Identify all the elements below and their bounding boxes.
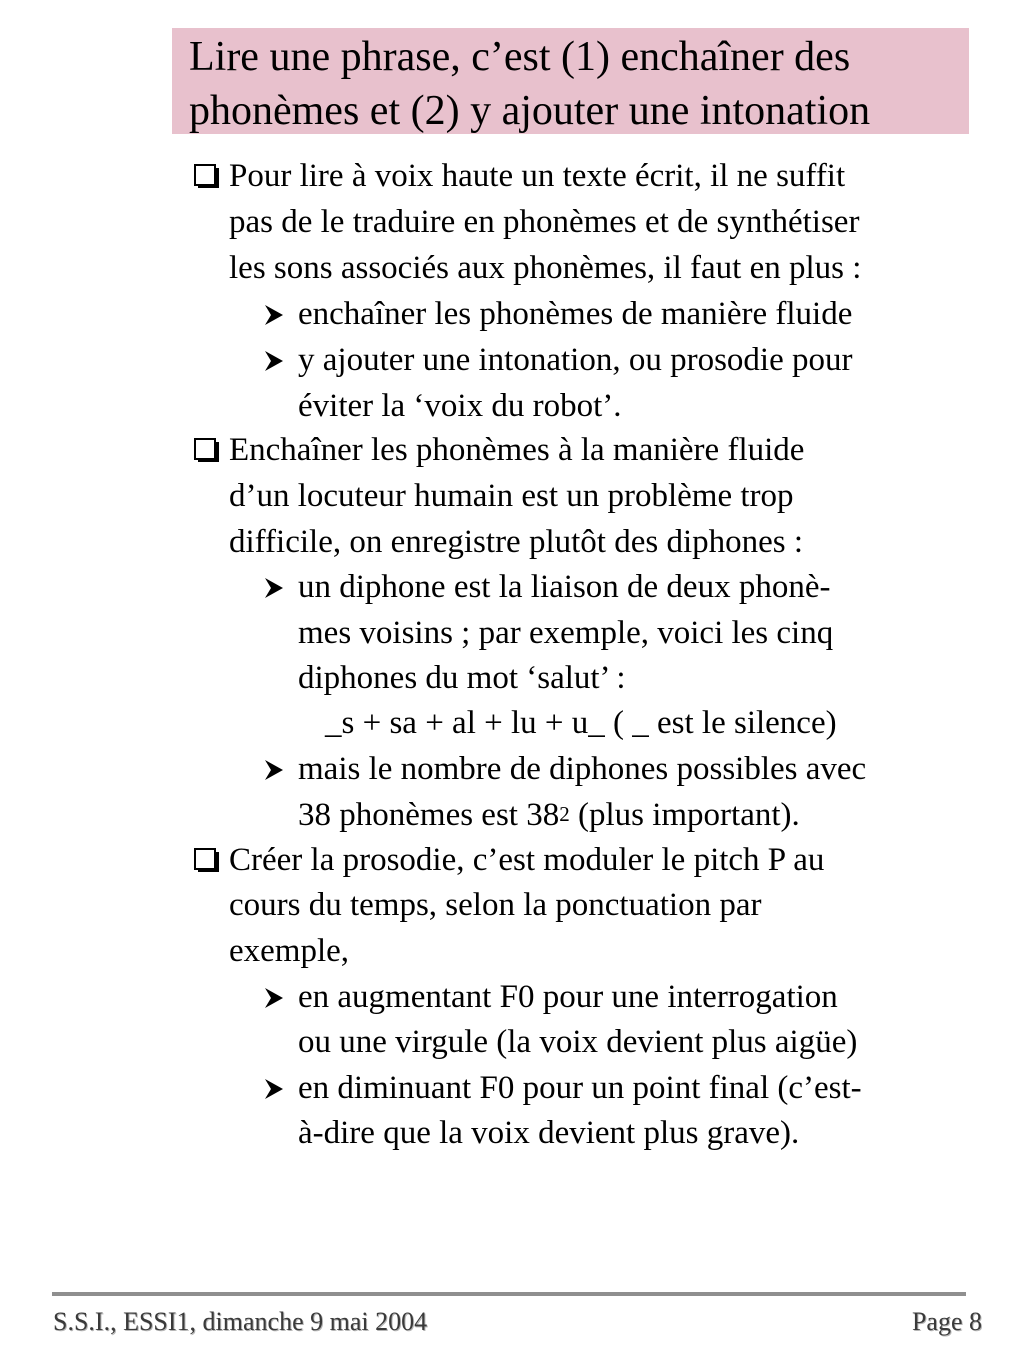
bullet-1-line-2: pas de le traduire en phonèmes et de synthétiser bbox=[229, 204, 860, 240]
exponent: 2 bbox=[559, 802, 570, 826]
bullet-3-sub-2-line-1: en diminuant F0 pour un point final (c’est- bbox=[298, 1070, 862, 1106]
bullet-1-line-1: Pour lire à voix haute un texte écrit, il ne suffit bbox=[229, 158, 846, 194]
hollow-square-icon bbox=[191, 430, 225, 470]
bullet-3-sub-2-line-2: à-dire que la voix devient plus grave). bbox=[298, 1115, 800, 1151]
arrowhead-icon bbox=[262, 749, 292, 789]
phoneme-count-note: (plus important). bbox=[569, 797, 800, 833]
bullet-3-line-1: Créer la prosodie, c’est moduler le pitch P au bbox=[229, 842, 825, 878]
arrowhead-icon bbox=[262, 977, 292, 1017]
arrowhead-icon bbox=[262, 1068, 292, 1108]
bullet-2-sub-1-line-2: mes voisins ; par exemple, voici les cinq bbox=[298, 615, 834, 651]
arrowhead-icon bbox=[262, 294, 292, 334]
bullet-3-sub-1-line-2: ou une virgule (la voix devient plus aigüe) bbox=[298, 1024, 858, 1060]
bullet-2-sub-1-line-3: diphones du mot ‘salut’ : bbox=[298, 660, 626, 696]
arrowhead-icon bbox=[262, 340, 292, 380]
hollow-square-icon bbox=[191, 156, 225, 196]
bullet-3-sub-1-line-1: en augmentant F0 pour une interrogation bbox=[298, 979, 838, 1015]
bullet-2-line-1: Enchaîner les phonèmes à la manière fluide bbox=[229, 432, 805, 468]
bullet-3-line-2: cours du temps, selon la ponctuation par bbox=[229, 887, 762, 923]
diphone-example: _s + sa + al + lu + u_ ( _ est le silence) bbox=[325, 705, 837, 741]
bullet-3-line-3: exemple, bbox=[229, 933, 350, 969]
phoneme-count-text: 38 phonèmes est 38 bbox=[298, 797, 560, 833]
footer-course-date: S.S.I., ESSI1, dimanche 9 mai 2004 bbox=[53, 1307, 428, 1336]
hollow-square-icon bbox=[191, 840, 225, 880]
bullet-2-line-3: difficile, on enregistre plutôt des diphones : bbox=[229, 524, 804, 560]
slide-title bbox=[172, 28, 969, 134]
bullet-2-line-2: d’un locuteur humain est un problème trop bbox=[229, 478, 794, 514]
footer-page-number: Page 8 bbox=[911, 1307, 982, 1336]
title-line-1: Lire une phrase, c’est (1) enchaîner des bbox=[189, 34, 851, 80]
bullet-1-sub-1-line-1: enchaîner les phonèmes de manière fluide bbox=[298, 296, 853, 332]
bullet-2-sub-2-line-2 bbox=[298, 795, 800, 835]
footer-divider bbox=[52, 1292, 966, 1296]
bullet-1-line-3: les sons associés aux phonèmes, il faut en plus : bbox=[229, 250, 862, 286]
title-line-2: phonèmes et (2) y ajouter une intonation bbox=[189, 88, 871, 134]
bullet-2-sub-1-line-1: un diphone est la liaison de deux phonè- bbox=[298, 569, 831, 605]
arrowhead-icon bbox=[262, 567, 292, 607]
bullet-1-sub-2-line-1: y ajouter une intonation, ou prosodie pour bbox=[298, 342, 853, 378]
bullet-1-sub-2-line-2: éviter la ‘voix du robot’. bbox=[298, 388, 622, 424]
bullet-2-sub-2-line-1: mais le nombre de diphones possibles avec bbox=[298, 751, 867, 787]
